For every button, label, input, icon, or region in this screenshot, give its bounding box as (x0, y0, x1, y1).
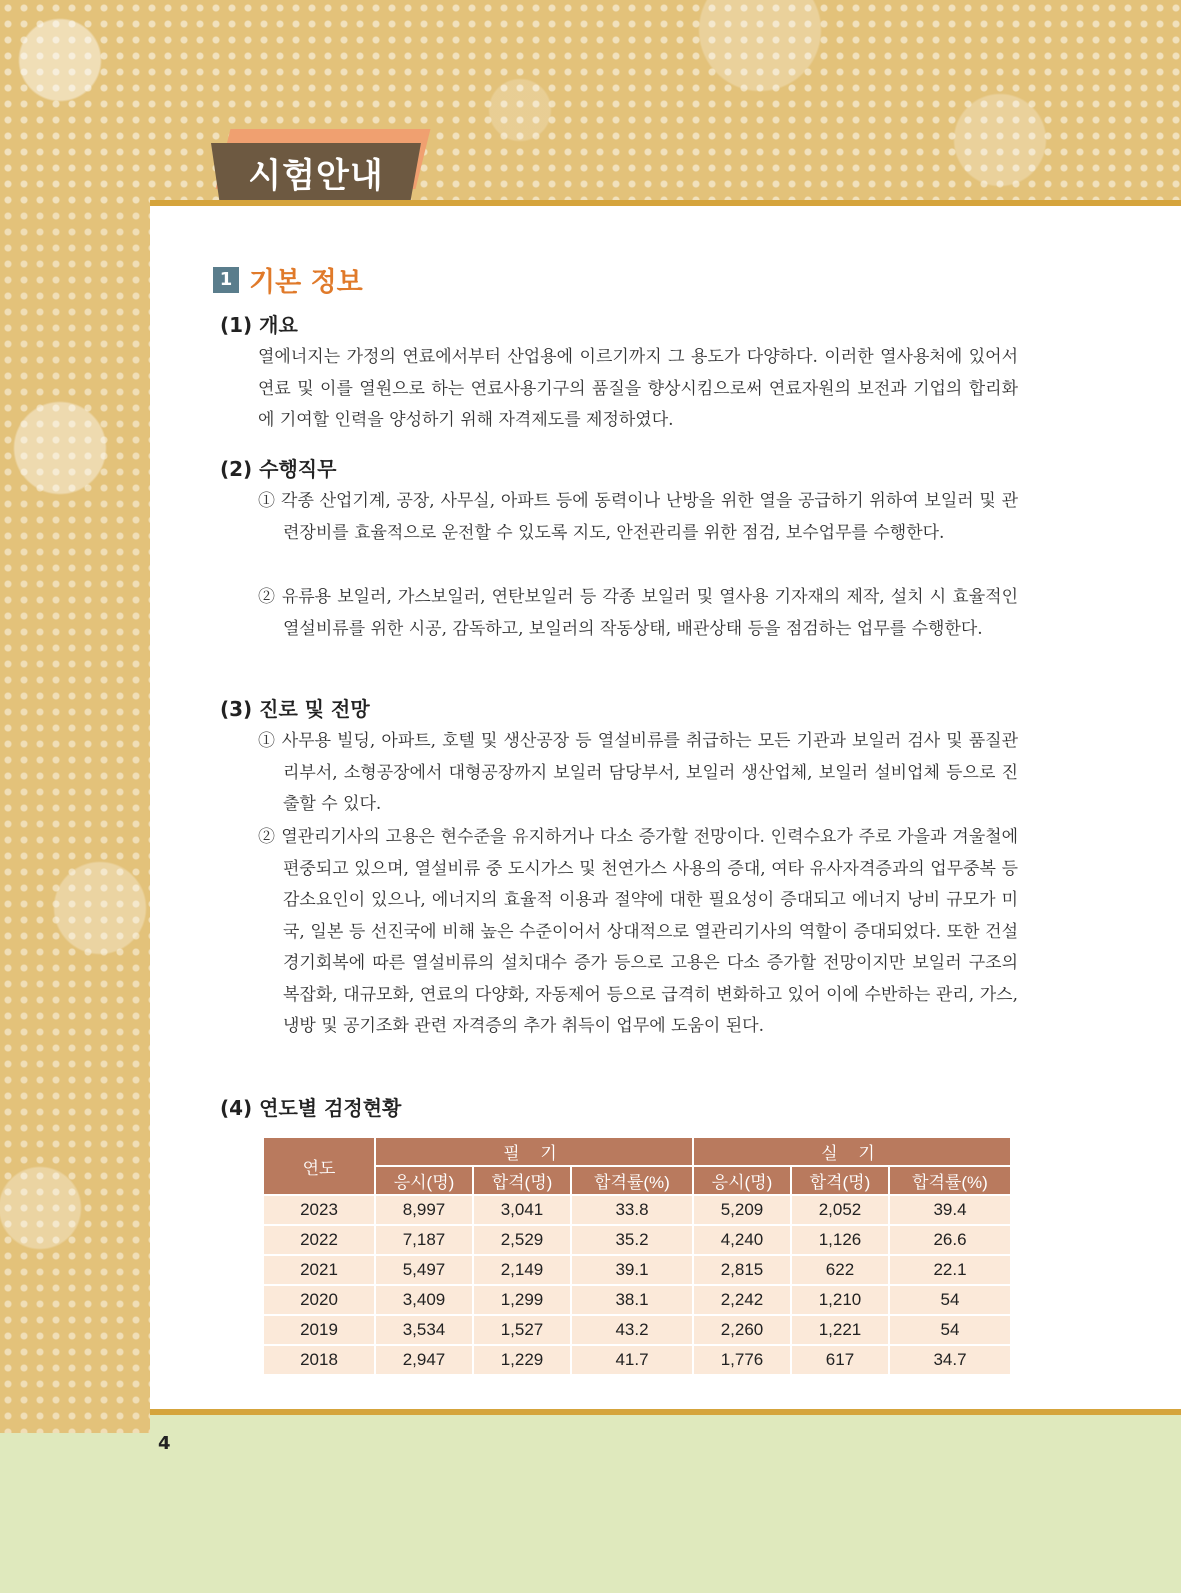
career-item-2: ② 열관리기사의 고용은 현수준을 유지하거나 다소 증가할 전망이다. 인력수요가 주로 가을과 겨울철에 편중되고 있으며, 열설비류 중 도시가스 및 천연가스 사용의 증대, 여타 유사자격증과의 업무중복 등 감소요인이 있으나, 에너지의 효율적 이용과 절약에 대한 필요성이 증대되고 에너지 낭비 규모가 미국, 일본 등 선진국에 비해 높은 수준이어서 상대적으로 열관리기사의 역할이 증대되었다. 또한 건설경기회복에 따른 열설비류의 설치대수 증가 등으로 고용은 다소 증가할 전망이지만 보일러 구조의 복잡화, 대규모화, 연료의 다양화, 자동제어 등으로 급격히 변화하고 있어 이에 수반하는 관리, 가스, 냉방 및 공기조화 관련 자격증의 추가 취득이 업무에 도움이 된다. (258, 827, 1018, 1036)
table-cell: 2,529 (474, 1226, 570, 1254)
career-item-1: ① 사무용 빌딩, 아파트, 호텔 및 생산공장 등 열설비류를 취급하는 모든 기관과 보일러 검사 및 품질관리부서, 소형공장에서 대형공장까지 보일러 담당부서, 보일러 생산업체, 보일러 설비업체 등으로 진출할 수 있다. (258, 731, 1018, 814)
subsection-title-statistics: (4) 연도별 검정현황 (220, 1096, 402, 1120)
table-cell: 1,527 (474, 1316, 570, 1344)
subsection-title-duties: (2) 수행직무 (220, 457, 337, 481)
table-cell: 35.2 (572, 1226, 692, 1254)
table-row (264, 1196, 1010, 1224)
table-cell: 2,149 (474, 1256, 570, 1284)
table-cell: 39.1 (572, 1256, 692, 1284)
table-row (264, 1226, 1010, 1254)
table-cell: 3,409 (376, 1286, 472, 1314)
table-row (264, 1346, 1010, 1374)
table-row (264, 1256, 1010, 1284)
table-cell: 1,221 (792, 1316, 888, 1344)
section-title: 기본 정보 (249, 267, 363, 298)
table-cell: 2018 (264, 1346, 374, 1374)
table-cell: 1,126 (792, 1226, 888, 1254)
duties-item-1: ① 각종 산업기계, 공장, 사무실, 아파트 등에 동력이나 난방을 위한 열을 공급하기 위하여 보일러 및 관련장비를 효율적으로 운전할 수 있도록 지도, 안전관리를 위한 점검, 보수업무를 수행한다. (258, 491, 1018, 543)
exam-statistics-table (262, 1136, 1012, 1376)
table-cell: 2,242 (694, 1286, 790, 1314)
table-cell: 3,041 (474, 1196, 570, 1224)
written-exam-header: 필 기 (376, 1138, 692, 1165)
table-cell: 34.7 (890, 1346, 1010, 1374)
subsection-title-overview: (1) 개요 (220, 313, 298, 337)
table-cell: 2,815 (694, 1256, 790, 1284)
practical-pass-rate-header: 합격률(%) (890, 1167, 1010, 1194)
year-column-header: 연도 (264, 1138, 374, 1194)
table-cell: 54 (890, 1316, 1010, 1344)
table-cell: 5,209 (694, 1196, 790, 1224)
table-cell: 2019 (264, 1316, 374, 1344)
header-background (0, 0, 1181, 208)
written-applicants-header: 응시(명) (376, 1167, 472, 1194)
table-cell: 41.7 (572, 1346, 692, 1374)
table-cell: 1,776 (694, 1346, 790, 1374)
table-cell: 38.1 (572, 1286, 692, 1314)
table-cell: 617 (792, 1346, 888, 1374)
page-title: 시험안내 (248, 155, 384, 196)
table-cell: 54 (890, 1286, 1010, 1314)
table-row (264, 1286, 1010, 1314)
table-cell: 2,947 (376, 1346, 472, 1374)
table-cell: 2,052 (792, 1196, 888, 1224)
table-row (264, 1316, 1010, 1344)
duties-item-2: ② 유류용 보일러, 가스보일러, 연탄보일러 등 각종 보일러 및 열사용 기자재의 제작, 설치 시 효율적인 열설비류를 위한 시공, 감독하고, 보일러의 작동상태, 배관상태 등을 점검하는 업무를 수행한다. (258, 587, 1018, 639)
table-cell: 4,240 (694, 1226, 790, 1254)
table-cell: 33.8 (572, 1196, 692, 1224)
written-passed-header: 합격(명) (474, 1167, 570, 1194)
table-cell: 622 (792, 1256, 888, 1284)
practical-applicants-header: 응시(명) (694, 1167, 790, 1194)
overview-paragraph: 열에너지는 가정의 연료에서부터 산업용에 이르기까지 그 용도가 다양하다. 이러한 열사용처에 있어서 연료 및 이를 열원으로 하는 연료사용기구의 품질을 향상시킴으로써 연료자원의 보전과 기업의 합리화에 기여할 인력을 양성하기 위해 자격제도를 제정하였다. (258, 347, 1018, 430)
table-cell: 3,534 (376, 1316, 472, 1344)
written-pass-rate-header: 합격률(%) (572, 1167, 692, 1194)
table-cell: 2022 (264, 1226, 374, 1254)
practical-exam-header: 실 기 (694, 1138, 1010, 1165)
left-decoration (0, 208, 150, 1433)
table-cell: 22.1 (890, 1256, 1010, 1284)
section-heading (213, 260, 363, 299)
table-cell: 39.4 (890, 1196, 1010, 1224)
table-cell: 1,229 (474, 1346, 570, 1374)
section-number-badge: 1 (213, 267, 239, 293)
table-cell: 1,299 (474, 1286, 570, 1314)
table-cell: 2023 (264, 1196, 374, 1224)
table-cell: 8,997 (376, 1196, 472, 1224)
table-cell: 26.6 (890, 1226, 1010, 1254)
table-cell: 2021 (264, 1256, 374, 1284)
practical-passed-header: 합격(명) (792, 1167, 888, 1194)
table-cell: 5,497 (376, 1256, 472, 1284)
table-cell: 43.2 (572, 1316, 692, 1344)
header-title-block (205, 123, 435, 201)
table-cell: 2,260 (694, 1316, 790, 1344)
subsection-title-career: (3) 진로 및 전망 (220, 697, 370, 721)
page-number: 4 (158, 1433, 171, 1454)
table-cell: 7,187 (376, 1226, 472, 1254)
table-cell: 2020 (264, 1286, 374, 1314)
table-cell: 1,210 (792, 1286, 888, 1314)
